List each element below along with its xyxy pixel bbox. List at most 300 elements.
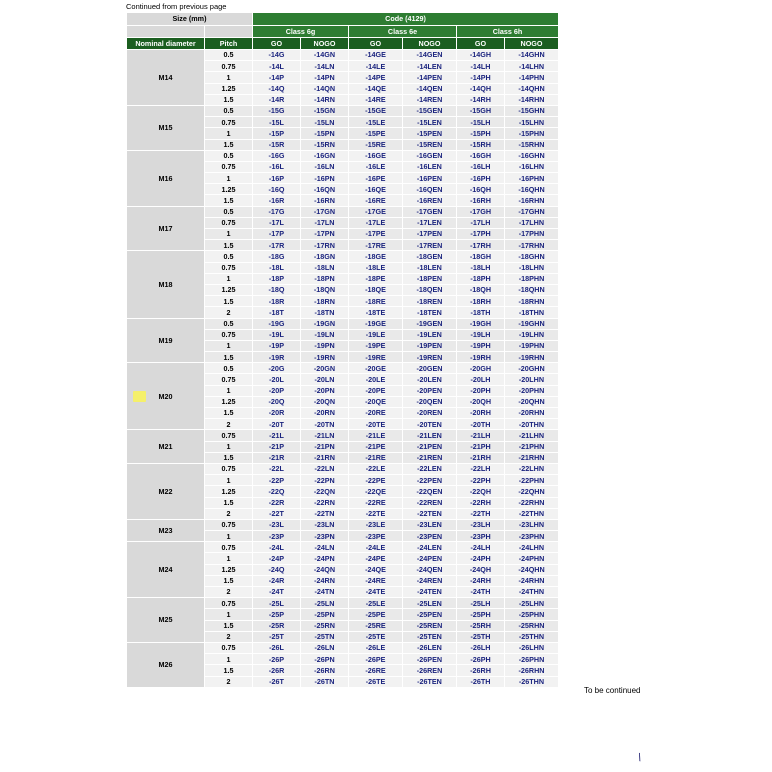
code-cell-c6e-go: -19PE xyxy=(349,340,403,351)
code-cell-c6e-nogo: -19GEN xyxy=(403,318,457,329)
code-cell-c6e-nogo: -20LEN xyxy=(403,374,457,385)
code-cell-c6e-go: -22RE xyxy=(349,497,403,508)
code-cell-c6e-go: -17GE xyxy=(349,206,403,217)
code-cell-c6g-nogo: -24TN xyxy=(301,587,349,598)
table-row xyxy=(127,542,559,553)
code-cell-c6h-go: -18TH xyxy=(457,307,505,318)
code-cell-c6h-nogo: -20THN xyxy=(505,419,559,430)
code-cell-c6h-nogo: -16QHN xyxy=(505,184,559,195)
code-cell-c6h-nogo: -26THN xyxy=(505,676,559,687)
pitch-cell: 1 xyxy=(205,531,253,542)
code-cell-c6e-nogo: -23PEN xyxy=(403,531,457,542)
code-cell-c6g-go: -14P xyxy=(253,72,301,83)
header-6g-go: GO xyxy=(253,38,301,50)
pitch-cell: 1 xyxy=(205,609,253,620)
code-cell-c6e-go: -18GE xyxy=(349,251,403,262)
code-cell-c6e-go: -24PE xyxy=(349,553,403,564)
header-blank-2 xyxy=(205,26,253,38)
code-cell-c6e-nogo: -26TEN xyxy=(403,676,457,687)
code-cell-c6g-go: -15P xyxy=(253,128,301,139)
code-cell-c6h-go: -19GH xyxy=(457,318,505,329)
code-cell-c6h-nogo: -15GHN xyxy=(505,105,559,116)
table-row xyxy=(127,598,559,609)
code-cell-c6e-nogo: -19REN xyxy=(403,352,457,363)
code-cell-c6g-go: -22R xyxy=(253,497,301,508)
code-cell-c6h-go: -25TH xyxy=(457,631,505,642)
code-cell-c6g-go: -16P xyxy=(253,173,301,184)
pitch-cell: 1.5 xyxy=(205,575,253,586)
code-cell-c6h-go: -26TH xyxy=(457,676,505,687)
code-cell-c6g-nogo: -19LN xyxy=(301,329,349,340)
pitch-cell: 0.5 xyxy=(205,363,253,374)
code-cell-c6h-go: -20GH xyxy=(457,363,505,374)
code-cell-c6g-nogo: -20GN xyxy=(301,363,349,374)
code-cell-c6e-go: -24RE xyxy=(349,575,403,586)
code-cell-c6e-nogo: -25LEN xyxy=(403,598,457,609)
pitch-cell: 0.5 xyxy=(205,50,253,61)
code-cell-c6g-go: -25P xyxy=(253,609,301,620)
code-cell-c6e-nogo: -24TEN xyxy=(403,587,457,598)
code-cell-c6e-go: -14LE xyxy=(349,61,403,72)
pitch-cell: 0.5 xyxy=(205,206,253,217)
code-cell-c6e-nogo: -17LEN xyxy=(403,217,457,228)
code-cell-c6h-nogo: -24THN xyxy=(505,587,559,598)
code-cell-c6g-nogo: -16GN xyxy=(301,150,349,161)
code-cell-c6h-go: -22LH xyxy=(457,463,505,474)
code-cell-c6h-go: -19RH xyxy=(457,352,505,363)
pitch-cell: 1.5 xyxy=(205,665,253,676)
code-cell-c6e-go: -22QE xyxy=(349,486,403,497)
pitch-cell: 0.75 xyxy=(205,463,253,474)
code-cell-c6h-nogo: -22LHN xyxy=(505,463,559,474)
code-cell-c6e-nogo: -16QEN xyxy=(403,184,457,195)
code-cell-c6g-nogo: -17LN xyxy=(301,217,349,228)
pitch-cell: 0.75 xyxy=(205,161,253,172)
code-cell-c6h-nogo: -19PHN xyxy=(505,340,559,351)
code-cell-c6g-go: -17L xyxy=(253,217,301,228)
code-cell-c6g-nogo: -24LN xyxy=(301,542,349,553)
code-cell-c6h-go: -16GH xyxy=(457,150,505,161)
code-cell-c6e-nogo: -26LEN xyxy=(403,642,457,653)
code-cell-c6h-go: -24RH xyxy=(457,575,505,586)
code-cell-c6g-go: -18Q xyxy=(253,284,301,295)
code-cell-c6g-nogo: -16QN xyxy=(301,184,349,195)
code-cell-c6h-go: -14GH xyxy=(457,50,505,61)
code-cell-c6e-go: -20TE xyxy=(349,419,403,430)
code-cell-c6g-nogo: -18QN xyxy=(301,284,349,295)
code-cell-c6e-nogo: -20REN xyxy=(403,408,457,419)
code-cell-c6g-nogo: -16RN xyxy=(301,195,349,206)
code-cell-c6h-go: -18PH xyxy=(457,273,505,284)
code-cell-c6h-go: -20LH xyxy=(457,374,505,385)
code-cell-c6h-go: -16RH xyxy=(457,195,505,206)
code-cell-c6h-nogo: -22QHN xyxy=(505,486,559,497)
pitch-cell: 1 xyxy=(205,441,253,452)
code-cell-c6e-nogo: -14GEN xyxy=(403,50,457,61)
code-cell-c6e-go: -26PE xyxy=(349,654,403,665)
code-cell-c6e-go: -15RE xyxy=(349,139,403,150)
code-cell-c6e-go: -19GE xyxy=(349,318,403,329)
code-cell-c6h-go: -20QH xyxy=(457,396,505,407)
code-cell-c6g-go: -25L xyxy=(253,598,301,609)
code-cell-c6h-nogo: -14RHN xyxy=(505,94,559,105)
code-cell-c6e-go: -17RE xyxy=(349,240,403,251)
code-cell-c6g-nogo: -15GN xyxy=(301,105,349,116)
code-cell-c6g-nogo: -20PN xyxy=(301,385,349,396)
code-cell-c6g-go: -18L xyxy=(253,262,301,273)
header-size-mm: Size (mm) xyxy=(127,13,253,26)
code-cell-c6h-nogo: -19LHN xyxy=(505,329,559,340)
code-cell-c6e-go: -18PE xyxy=(349,273,403,284)
code-cell-c6h-nogo: -23PHN xyxy=(505,531,559,542)
table-row xyxy=(127,642,559,653)
code-cell-c6h-nogo: -18QHN xyxy=(505,284,559,295)
code-cell-c6h-nogo: -24RHN xyxy=(505,575,559,586)
code-cell-c6e-nogo: -17GEN xyxy=(403,206,457,217)
pitch-cell: 1 xyxy=(205,173,253,184)
pitch-cell: 0.75 xyxy=(205,519,253,530)
code-cell-c6g-go: -19G xyxy=(253,318,301,329)
pitch-cell: 0.5 xyxy=(205,251,253,262)
code-cell-c6e-go: -15PE xyxy=(349,128,403,139)
code-cell-c6e-nogo: -24QEN xyxy=(403,564,457,575)
code-cell-c6h-go: -16PH xyxy=(457,173,505,184)
code-cell-c6e-go: -19RE xyxy=(349,352,403,363)
pitch-cell: 1.25 xyxy=(205,284,253,295)
code-cell-c6e-go: -15GE xyxy=(349,105,403,116)
pitch-cell: 1.25 xyxy=(205,564,253,575)
pitch-cell: 0.75 xyxy=(205,374,253,385)
code-cell-c6g-nogo: -20LN xyxy=(301,374,349,385)
table-row xyxy=(127,519,559,530)
code-cell-c6g-nogo: -14RN xyxy=(301,94,349,105)
code-cell-c6h-nogo: -16GHN xyxy=(505,150,559,161)
nominal-diameter-cell: M16 xyxy=(127,150,205,206)
code-cell-c6e-nogo: -22LEN xyxy=(403,463,457,474)
pitch-cell: 1 xyxy=(205,128,253,139)
nominal-diameter-cell: M17 xyxy=(127,206,205,251)
code-cell-c6h-go: -26LH xyxy=(457,642,505,653)
code-cell-c6h-go: -25LH xyxy=(457,598,505,609)
code-cell-c6g-go: -23L xyxy=(253,519,301,530)
code-cell-c6e-go: -26RE xyxy=(349,665,403,676)
table-row xyxy=(127,150,559,161)
code-cell-c6g-nogo: -15RN xyxy=(301,139,349,150)
pitch-cell: 2 xyxy=(205,508,253,519)
code-cell-c6e-nogo: -16GEN xyxy=(403,150,457,161)
code-cell-c6h-nogo: -26RHN xyxy=(505,665,559,676)
code-cell-c6g-go: -19L xyxy=(253,329,301,340)
code-cell-c6g-go: -20G xyxy=(253,363,301,374)
code-cell-c6g-nogo: -25TN xyxy=(301,631,349,642)
pitch-cell: 1.25 xyxy=(205,184,253,195)
code-cell-c6h-nogo: -18GHN xyxy=(505,251,559,262)
pitch-cell: 0.75 xyxy=(205,61,253,72)
code-cell-c6e-nogo: -15GEN xyxy=(403,105,457,116)
code-cell-c6e-nogo: -21PEN xyxy=(403,441,457,452)
code-cell-c6h-go: -17RH xyxy=(457,240,505,251)
code-cell-c6h-go: -19PH xyxy=(457,340,505,351)
pitch-cell: 0.75 xyxy=(205,642,253,653)
header-class-6g: Class 6g xyxy=(253,26,349,38)
code-cell-c6h-nogo: -17GHN xyxy=(505,206,559,217)
table-row xyxy=(127,50,559,61)
code-cell-c6h-go: -16LH xyxy=(457,161,505,172)
code-cell-c6h-go: -26RH xyxy=(457,665,505,676)
code-cell-c6g-nogo: -14PN xyxy=(301,72,349,83)
code-cell-c6e-go: -24LE xyxy=(349,542,403,553)
code-cell-c6h-nogo: -25RHN xyxy=(505,620,559,631)
code-cell-c6g-nogo: -18TN xyxy=(301,307,349,318)
code-cell-c6h-nogo: -17RHN xyxy=(505,240,559,251)
nominal-diameter-cell: M14 xyxy=(127,50,205,106)
code-cell-c6h-go: -15RH xyxy=(457,139,505,150)
code-cell-c6e-nogo: -15REN xyxy=(403,139,457,150)
code-cell-c6h-go: -24TH xyxy=(457,587,505,598)
code-cell-c6e-go: -20GE xyxy=(349,363,403,374)
code-cell-c6e-nogo: -26REN xyxy=(403,665,457,676)
code-cell-c6g-go: -24Q xyxy=(253,564,301,575)
code-cell-c6h-nogo: -22THN xyxy=(505,508,559,519)
code-cell-c6e-go: -17PE xyxy=(349,229,403,240)
code-cell-c6h-nogo: -18LHN xyxy=(505,262,559,273)
code-cell-c6e-go: -15LE xyxy=(349,117,403,128)
pitch-cell: 1.5 xyxy=(205,139,253,150)
code-cell-c6e-nogo: -22QEN xyxy=(403,486,457,497)
header-class-6e: Class 6e xyxy=(349,26,457,38)
code-cell-c6h-nogo: -20PHN xyxy=(505,385,559,396)
header-6h-nogo: NOGO xyxy=(505,38,559,50)
code-cell-c6g-nogo: -18GN xyxy=(301,251,349,262)
code-cell-c6e-go: -23PE xyxy=(349,531,403,542)
code-cell-c6g-nogo: -18LN xyxy=(301,262,349,273)
pitch-cell: 1.5 xyxy=(205,452,253,463)
pitch-cell: 2 xyxy=(205,587,253,598)
pitch-cell: 1 xyxy=(205,475,253,486)
code-cell-c6e-go: -23LE xyxy=(349,519,403,530)
code-cell-c6h-go: -18QH xyxy=(457,284,505,295)
table-row xyxy=(127,430,559,441)
code-cell-c6h-go: -25PH xyxy=(457,609,505,620)
code-cell-c6e-nogo: -15PEN xyxy=(403,128,457,139)
code-cell-c6h-go: -20PH xyxy=(457,385,505,396)
header-pitch: Pitch xyxy=(205,38,253,50)
table-row xyxy=(127,363,559,374)
table-row xyxy=(127,463,559,474)
code-cell-c6g-nogo: -19RN xyxy=(301,352,349,363)
code-cell-c6e-nogo: -24REN xyxy=(403,575,457,586)
code-cell-c6h-nogo: -16LHN xyxy=(505,161,559,172)
pitch-cell: 0.75 xyxy=(205,542,253,553)
header-class-6h: Class 6h xyxy=(457,26,559,38)
code-cell-c6g-go: -19P xyxy=(253,340,301,351)
pitch-cell: 1 xyxy=(205,553,253,564)
code-cell-c6g-go: -17P xyxy=(253,229,301,240)
code-cell-c6g-nogo: -20RN xyxy=(301,408,349,419)
code-cell-c6e-nogo: -20QEN xyxy=(403,396,457,407)
code-cell-c6g-go: -26P xyxy=(253,654,301,665)
code-cell-c6h-nogo: -16RHN xyxy=(505,195,559,206)
code-cell-c6e-nogo: -15LEN xyxy=(403,117,457,128)
header-code: Code (4129) xyxy=(253,13,559,26)
code-cell-c6h-nogo: -14QHN xyxy=(505,83,559,94)
code-cell-c6e-nogo: -23LEN xyxy=(403,519,457,530)
pitch-cell: 1.25 xyxy=(205,486,253,497)
code-cell-c6h-go: -17PH xyxy=(457,229,505,240)
code-cell-c6e-nogo: -14QEN xyxy=(403,83,457,94)
code-cell-c6h-nogo: -14GHN xyxy=(505,50,559,61)
code-cell-c6h-nogo: -18PHN xyxy=(505,273,559,284)
pitch-cell: 1.25 xyxy=(205,83,253,94)
pitch-cell: 1.5 xyxy=(205,296,253,307)
code-cell-c6h-go: -22TH xyxy=(457,508,505,519)
pitch-cell: 2 xyxy=(205,419,253,430)
pitch-cell: 1 xyxy=(205,273,253,284)
code-cell-c6e-go: -22TE xyxy=(349,508,403,519)
header-row-3 xyxy=(127,38,559,50)
code-cell-c6e-nogo: -14REN xyxy=(403,94,457,105)
code-cell-c6g-nogo: -26PN xyxy=(301,654,349,665)
code-cell-c6h-go: -24LH xyxy=(457,542,505,553)
thread-gauge-code-table xyxy=(126,12,559,688)
code-cell-c6g-go: -23P xyxy=(253,531,301,542)
header-6h-go: GO xyxy=(457,38,505,50)
code-cell-c6g-nogo: -17RN xyxy=(301,240,349,251)
nominal-diameter-cell: M25 xyxy=(127,598,205,643)
nominal-diameter-cell: M20 xyxy=(127,363,205,430)
pitch-cell: 0.5 xyxy=(205,318,253,329)
code-cell-c6h-nogo: -26LHN xyxy=(505,642,559,653)
code-cell-c6h-nogo: -14LHN xyxy=(505,61,559,72)
code-cell-c6e-nogo: -20PEN xyxy=(403,385,457,396)
code-cell-c6e-nogo: -19PEN xyxy=(403,340,457,351)
pitch-cell: 1 xyxy=(205,385,253,396)
code-cell-c6g-nogo: -17GN xyxy=(301,206,349,217)
code-cell-c6e-nogo: -24LEN xyxy=(403,542,457,553)
code-cell-c6g-go: -14Q xyxy=(253,83,301,94)
code-cell-c6g-go: -26L xyxy=(253,642,301,653)
code-cell-c6h-nogo: -21RHN xyxy=(505,452,559,463)
code-cell-c6h-go: -26PH xyxy=(457,654,505,665)
code-cell-c6g-nogo: -22QN xyxy=(301,486,349,497)
code-cell-c6h-go: -18RH xyxy=(457,296,505,307)
code-cell-c6e-go: -16GE xyxy=(349,150,403,161)
code-cell-c6h-go: -15PH xyxy=(457,128,505,139)
code-cell-c6g-go: -20P xyxy=(253,385,301,396)
code-cell-c6g-nogo: -14QN xyxy=(301,83,349,94)
code-cell-c6h-nogo: -24PHN xyxy=(505,553,559,564)
code-cell-c6e-go: -16LE xyxy=(349,161,403,172)
code-cell-c6h-go: -14QH xyxy=(457,83,505,94)
nominal-diameter-cell: M15 xyxy=(127,105,205,150)
code-cell-c6h-nogo: -14PHN xyxy=(505,72,559,83)
pitch-cell: 0.75 xyxy=(205,329,253,340)
code-cell-c6e-go: -17LE xyxy=(349,217,403,228)
code-cell-c6g-nogo: -21PN xyxy=(301,441,349,452)
code-cell-c6g-go: -17R xyxy=(253,240,301,251)
to-be-continued-label: To be continued xyxy=(584,686,641,695)
code-cell-c6e-nogo: -16LEN xyxy=(403,161,457,172)
code-cell-c6e-go: -18QE xyxy=(349,284,403,295)
code-cell-c6h-nogo: -20GHN xyxy=(505,363,559,374)
code-cell-c6g-go: -25T xyxy=(253,631,301,642)
pitch-cell: 0.75 xyxy=(205,430,253,441)
code-cell-c6g-nogo: -26TN xyxy=(301,676,349,687)
code-cell-c6h-go: -23PH xyxy=(457,531,505,542)
code-cell-c6h-nogo: -24LHN xyxy=(505,542,559,553)
code-cell-c6g-nogo: -19PN xyxy=(301,340,349,351)
code-cell-c6h-nogo: -21PHN xyxy=(505,441,559,452)
code-cell-c6g-go: -26T xyxy=(253,676,301,687)
pitch-cell: 2 xyxy=(205,631,253,642)
pitch-cell: 0.5 xyxy=(205,105,253,116)
code-cell-c6h-go: -20TH xyxy=(457,419,505,430)
code-cell-c6g-go: -16R xyxy=(253,195,301,206)
code-cell-c6g-go: -18T xyxy=(253,307,301,318)
code-cell-c6h-nogo: -23LHN xyxy=(505,519,559,530)
code-cell-c6g-go: -16G xyxy=(253,150,301,161)
code-cell-c6e-nogo: -17PEN xyxy=(403,229,457,240)
continued-from-previous-page-label: Continued from previous page xyxy=(126,2,227,11)
pitch-cell: 1.5 xyxy=(205,497,253,508)
pitch-cell: 1.25 xyxy=(205,396,253,407)
code-cell-c6g-nogo: -22PN xyxy=(301,475,349,486)
pitch-cell: 1.5 xyxy=(205,195,253,206)
code-cell-c6g-nogo: -14LN xyxy=(301,61,349,72)
code-cell-c6h-nogo: -15RHN xyxy=(505,139,559,150)
code-cell-c6g-nogo: -18PN xyxy=(301,273,349,284)
code-cell-c6h-go: -22PH xyxy=(457,475,505,486)
pitch-cell: 1.5 xyxy=(205,408,253,419)
code-cell-c6g-nogo: -22RN xyxy=(301,497,349,508)
stray-ink-mark: \ xyxy=(636,751,643,765)
code-cell-c6h-go: -14PH xyxy=(457,72,505,83)
code-cell-c6e-nogo: -14PEN xyxy=(403,72,457,83)
code-cell-c6h-go: -25RH xyxy=(457,620,505,631)
code-cell-c6e-nogo: -16PEN xyxy=(403,173,457,184)
code-cell-c6g-nogo: -25RN xyxy=(301,620,349,631)
code-cell-c6e-go: -22PE xyxy=(349,475,403,486)
code-cell-c6g-go: -15L xyxy=(253,117,301,128)
code-cell-c6e-nogo: -19LEN xyxy=(403,329,457,340)
code-cell-c6e-go: -21PE xyxy=(349,441,403,452)
code-cell-c6e-nogo: -21REN xyxy=(403,452,457,463)
code-cell-c6h-nogo: -26PHN xyxy=(505,654,559,665)
code-cell-c6h-go: -21RH xyxy=(457,452,505,463)
code-cell-c6g-go: -22P xyxy=(253,475,301,486)
code-cell-c6h-nogo: -15LHN xyxy=(505,117,559,128)
code-cell-c6h-nogo: -18THN xyxy=(505,307,559,318)
code-cell-c6g-go: -20Q xyxy=(253,396,301,407)
code-cell-c6e-go: -18LE xyxy=(349,262,403,273)
code-cell-c6e-nogo: -18QEN xyxy=(403,284,457,295)
code-cell-c6e-go: -14GE xyxy=(349,50,403,61)
code-cell-c6e-nogo: -20TEN xyxy=(403,419,457,430)
nominal-diameter-cell: M26 xyxy=(127,642,205,687)
code-cell-c6g-go: -22L xyxy=(253,463,301,474)
code-cell-c6h-go: -19LH xyxy=(457,329,505,340)
code-cell-c6e-go: -25LE xyxy=(349,598,403,609)
code-cell-c6e-go: -25RE xyxy=(349,620,403,631)
code-cell-c6h-nogo: -25PHN xyxy=(505,609,559,620)
table-row xyxy=(127,318,559,329)
header-6e-nogo: NOGO xyxy=(403,38,457,50)
code-cell-c6e-nogo: -18PEN xyxy=(403,273,457,284)
code-cell-c6g-go: -24P xyxy=(253,553,301,564)
code-cell-c6h-go: -21PH xyxy=(457,441,505,452)
code-cell-c6g-go: -20R xyxy=(253,408,301,419)
code-cell-c6e-nogo: -25TEN xyxy=(403,631,457,642)
